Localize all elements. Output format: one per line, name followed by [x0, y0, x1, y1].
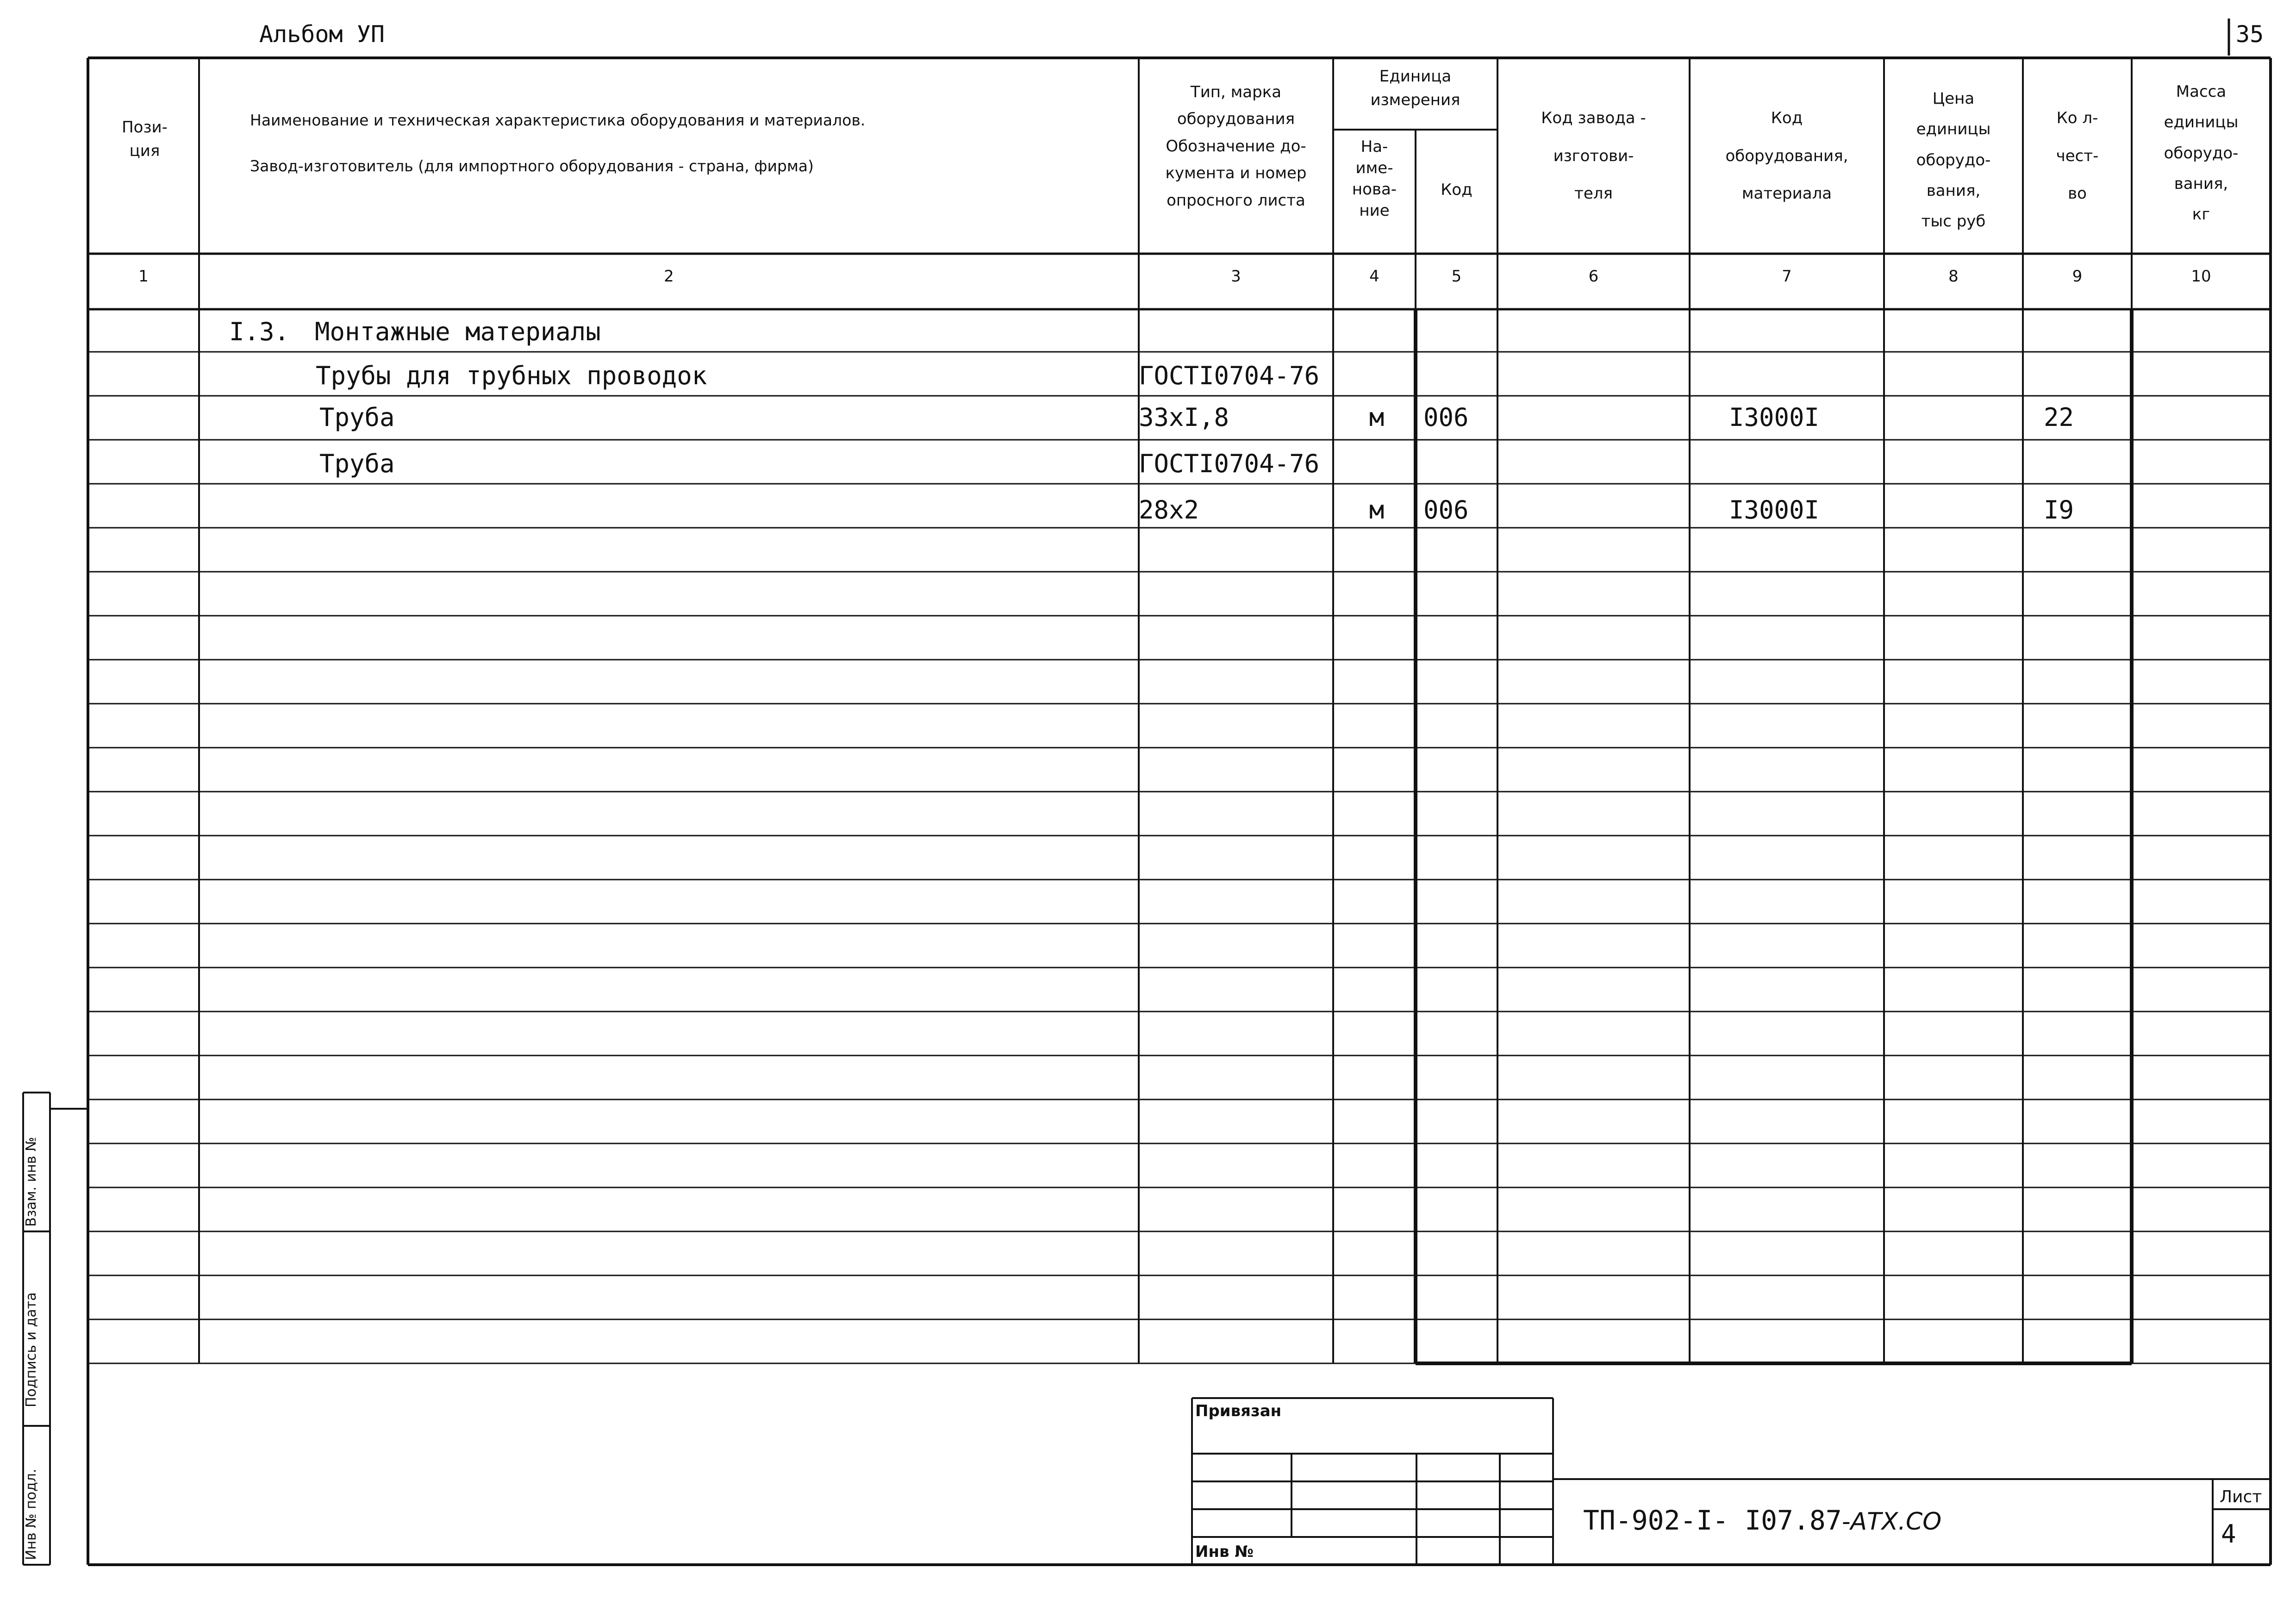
- stamp-privyazan: Привязан: [1195, 1402, 1282, 1420]
- column-number: 3: [1231, 267, 1241, 286]
- row-quantity: I9: [2044, 495, 2074, 525]
- header-price: Цена единицы оборудо- вания, тыс руб: [1916, 89, 1991, 231]
- row-unit-code: 006: [1423, 403, 1469, 432]
- column-number: 5: [1451, 267, 1462, 286]
- page-number: 35: [2236, 21, 2264, 48]
- stamp-code-suffix: -АТХ.СО: [1841, 1508, 1942, 1536]
- stamp-inv-no: Инв №: [1195, 1543, 1254, 1561]
- stamp-list-number: 4: [2221, 1519, 2236, 1549]
- header-plant-code: Код завода - изготови- теля: [1541, 109, 1646, 203]
- column-number: 1: [138, 267, 149, 286]
- column-number: 10: [2191, 267, 2211, 286]
- stamp-code: ТП-902-I- I07.87: [1583, 1505, 1842, 1536]
- stamp-list-label: Лист: [2220, 1487, 2262, 1506]
- row-quantity: 22: [2044, 403, 2074, 432]
- row-unit: м: [1369, 403, 1385, 432]
- row-equip-code: I3000I: [1729, 495, 1820, 525]
- column-number: 8: [1948, 267, 1959, 286]
- header-qty: Ко л- чест- во: [2056, 109, 2099, 203]
- side-label-podpis: Подпись и дата: [23, 1292, 39, 1407]
- header-type: Тип, марка оборудования Обозначение до- кумента и номер опросного листа: [1165, 83, 1307, 210]
- row-name: Трубы для трубных проводок: [316, 361, 707, 390]
- side-label-inv-podl: Инв № подл.: [23, 1468, 39, 1560]
- column-number: 7: [1782, 267, 1792, 286]
- side-label-vzam: Взам. инв №: [23, 1137, 39, 1227]
- header-unit-name: На- име- нова- ние: [1352, 137, 1397, 220]
- row-name: Труба: [319, 449, 395, 478]
- row-type: 33xI,8: [1139, 403, 1229, 432]
- album-label: Альбом УП: [259, 21, 385, 48]
- row-equip-code: I3000I: [1729, 403, 1820, 432]
- row-name: Монтажные материалы: [315, 317, 601, 346]
- row-unit: м: [1369, 495, 1385, 525]
- header-unit-code: Код: [1441, 181, 1472, 199]
- header-equip-code: Код оборудования, материала: [1725, 109, 1848, 203]
- column-number: 4: [1369, 267, 1379, 286]
- header-name: Наименование и техническая характеристика оборудования и материалов. Завод-изготовитель (для импортного оборудования - страна, фирма): [250, 111, 866, 175]
- row-unit-code: 006: [1423, 495, 1469, 525]
- header-mass: Масса единицы оборудо- вания, кг: [2164, 82, 2239, 224]
- row-name: Труба: [319, 403, 395, 432]
- row-type: 28x2: [1139, 495, 1199, 525]
- column-number: 2: [664, 267, 674, 286]
- row-type: ГОСТI0704-76: [1139, 449, 1320, 478]
- stamp-document-code: [1583, 1505, 1941, 1536]
- column-number: 9: [2072, 267, 2083, 286]
- row-type: ГОСТI0704-76: [1139, 361, 1320, 390]
- header-unit-group: Единица измерения: [1370, 67, 1460, 109]
- column-number: 6: [1588, 267, 1599, 286]
- row-section-number: I.3.: [229, 317, 290, 346]
- header-pos: Пози- ция: [122, 118, 168, 160]
